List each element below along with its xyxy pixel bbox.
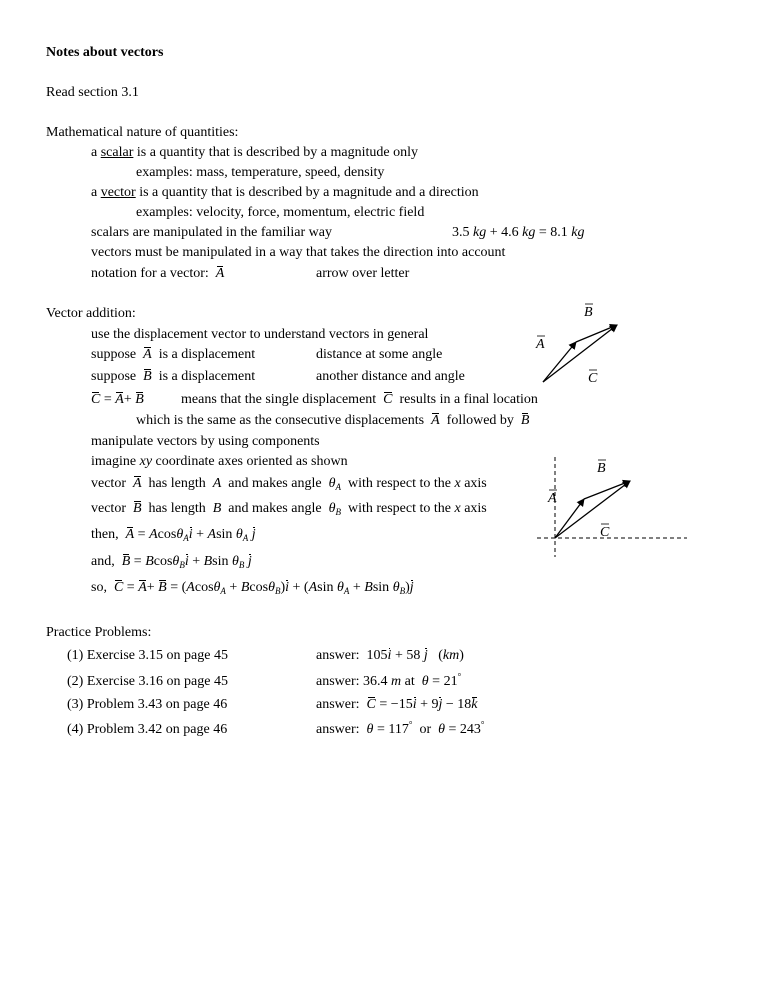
- vector-components-diagram: [535, 455, 690, 560]
- addition-heading: Vector addition:: [46, 306, 136, 321]
- practice-heading: Practice Problems:: [46, 625, 152, 640]
- arrow-over-letter: arrow over letter: [316, 266, 410, 281]
- suppose-a: suppose A is a displacement: [91, 347, 256, 362]
- scalar-examples: examples: mass, temperature, speed, density: [136, 165, 385, 180]
- vector-b-arrow: [576, 325, 617, 342]
- notation-line: notation for a vector: A: [91, 266, 225, 281]
- distance-angle: distance at some angle: [316, 347, 443, 362]
- diagram1-label-b: B: [584, 305, 593, 320]
- c-equals-a-plus-b: C = A+ B: [91, 392, 144, 407]
- use-displacement: use the displacement vector to understand vectors in general: [91, 327, 429, 342]
- vector-addition-diagram: [520, 298, 630, 393]
- answer-1: answer: 105i + 58 j (km): [316, 648, 464, 663]
- diagram2-label-c: C: [600, 525, 610, 540]
- practice-item-1: (1) Exercise 3.15 on page 45: [67, 648, 228, 663]
- vector-a-line: vector A has length A and makes angle $\theta_A$ with respect to the x axis: [91, 476, 487, 492]
- answer-2: answer: 36.4 m at θ = 21°: [316, 671, 462, 689]
- page-title: Notes about vectors: [46, 45, 164, 60]
- practice-item-2: (2) Exercise 3.16 on page 45: [67, 674, 228, 689]
- suppose-b: suppose B is a displacement: [91, 369, 256, 384]
- vector-examples: examples: velocity, force, momentum, electric field: [136, 205, 425, 220]
- vector-b-line: vector B has length B and makes angle $\theta_B$ with respect to the x axis: [91, 501, 487, 517]
- vector-b-arrow-2: [584, 481, 630, 499]
- scalar-equation: 3.5 kg + 4.6 kg = 8.1 kg: [452, 225, 585, 240]
- components-line: manipulate vectors by using components: [91, 434, 320, 449]
- same-as-line: which is the same as the consecutive displacements A followed by B: [136, 413, 530, 428]
- scalars-manipulated: scalars are manipulated in the familiar way: [91, 225, 333, 240]
- practice-item-3: (3) Problem 3.43 on page 46: [67, 697, 228, 712]
- read-section: Read section 3.1: [46, 85, 139, 100]
- vector-a-arrow: [543, 342, 576, 382]
- answer-4: answer: θ = 117° or θ = 243°: [316, 719, 485, 737]
- vector-definition: a vector is a quantity that is described by a magnitude and a direction: [91, 185, 479, 200]
- scalar-definition: a scalar is a quantity that is described by a magnitude only: [91, 145, 418, 160]
- vector-c-arrow: [543, 325, 617, 382]
- vector-c-arrow-2: [555, 481, 630, 538]
- diagram2-label-b: B: [597, 461, 606, 476]
- imagine-line: imagine xy coordinate axes oriented as shown: [91, 454, 348, 469]
- practice-item-4: (4) Problem 3.42 on page 46: [67, 722, 228, 737]
- means-line: means that the single displacement C results in a final location: [181, 392, 538, 407]
- and-equation: and, B = Bcosθ$_B$i + Bsin $\theta_B$ j: [91, 554, 252, 570]
- diagram1-label-a: A: [536, 337, 545, 352]
- then-equation: then, A = Acosθ$_A$i + Asin $\theta_A$ j: [91, 527, 256, 543]
- another-distance: another distance and angle: [316, 369, 465, 384]
- answer-3: answer: C = −15i + 9j − 18k: [316, 697, 478, 712]
- math-heading: Mathematical nature of quantities:: [46, 125, 239, 140]
- diagram2-label-a: A: [548, 491, 557, 506]
- vectors-manipulated: vectors must be manipulated in a way that takes the direction into account: [91, 245, 506, 260]
- so-equation: so, C = A+ B = (Acosθ$_A$ + Bcosθ$_B$)i + (Asin $\theta_A + Bsin$ $\theta_B)j$: [91, 580, 414, 596]
- diagram1-label-c: C: [588, 371, 598, 386]
